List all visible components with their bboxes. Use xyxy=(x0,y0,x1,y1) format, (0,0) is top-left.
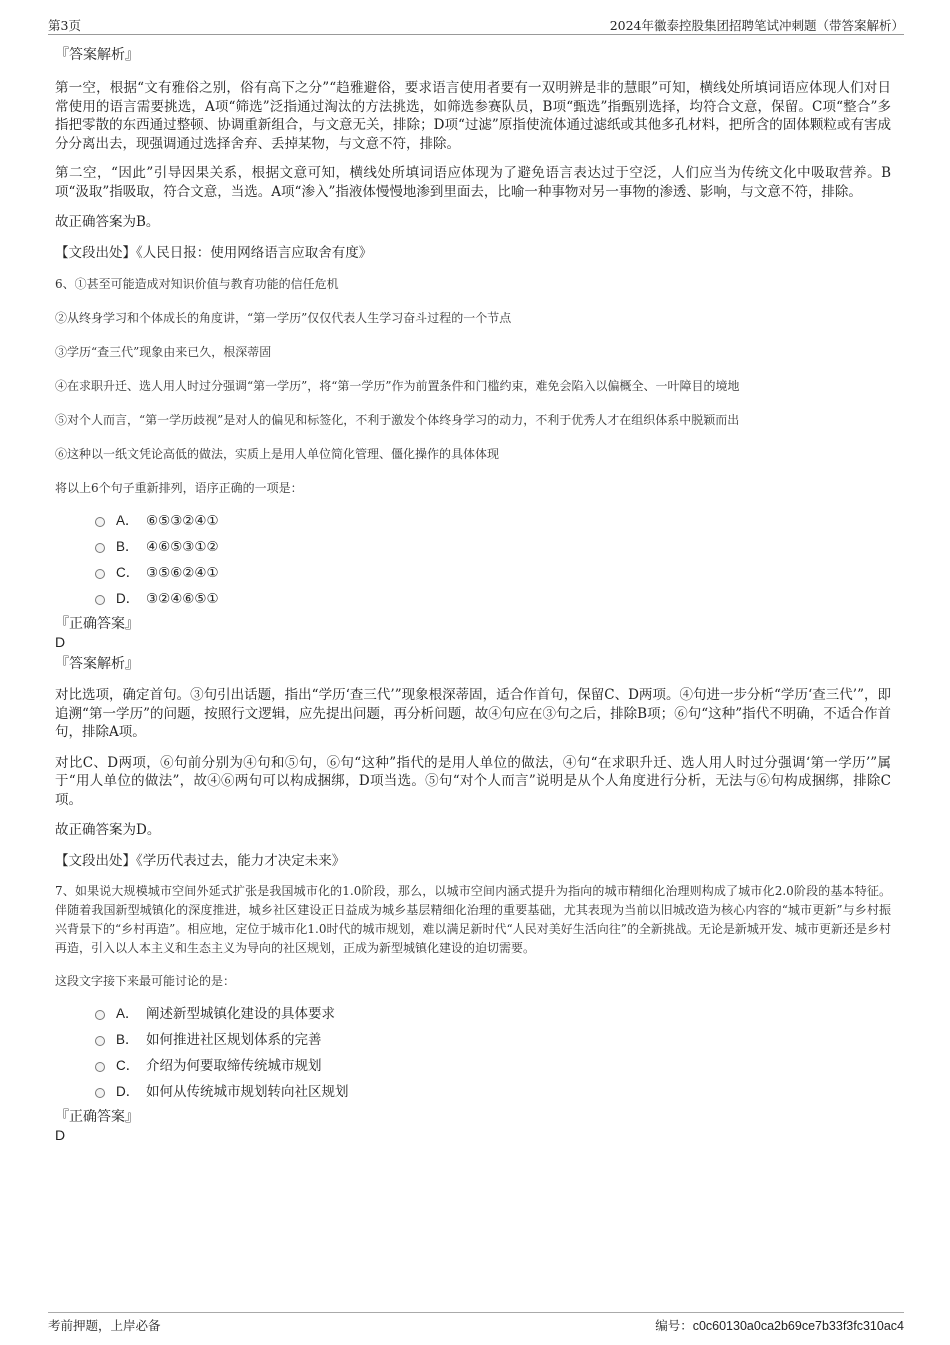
q5-analysis-label: 『答案解析』 xyxy=(55,47,139,63)
radio-button[interactable] xyxy=(95,569,105,579)
q7-passage: 7、如果说大规模城市空间外延式扩张是我国城市化的1.0阶段，那么，以城市空间内涵式提升为指向的城市精细化治理则构成了城市化2.0阶段的基本特征。伴随着我国新型城镇化的深度推进，城乡社区建设正日益成为城乡基层精细化治理的重要基础，尤其表现为当前以旧城改造为核心内容的“城市更新”与乡村振兴背景下的“乡村再造”。相应地，定位于城市化1.0时代的城市规划，难以满足新时代“人民对美好生活向往”的全新挑战。无论是新城开发、城市更新还是乡村再造，引入以人本主义和生态主义为导向的社区规划，正成为新型城镇化建设的迫切需要。 xyxy=(55,884,891,955)
q7-answer: D xyxy=(55,1127,66,1143)
q6-answer-label: 『正确答案』 xyxy=(55,616,139,632)
question-7 xyxy=(55,882,891,1143)
q6-sentence-3: ③学历“查三代”现象由来已久，根深蒂固 xyxy=(55,345,272,359)
radio-button[interactable] xyxy=(95,595,105,605)
footer-note: 考前押题，上岸必备 xyxy=(48,1318,161,1333)
document-title: 2024年徽泰控股集团招聘笔试冲刺题（带答案解析） xyxy=(609,18,904,33)
q6-option-a[interactable]: A． ⑥⑤③②④① xyxy=(55,511,891,537)
q6-prompt: 将以上6个句子重新排列，语序正确的一项是： xyxy=(55,481,303,495)
q5-source: 【文段出处】《人民日报：使用网络语言应取舍有度》 xyxy=(55,244,373,261)
page-number: 第3页 xyxy=(48,18,81,33)
q7-option-c[interactable]: C． 介绍为何要取缔传统城市规划 xyxy=(55,1056,891,1082)
q5-analysis-para-2: 第二空，“因此”引导因果关系，根据文意可知，横线处所填词语应体现为了避免语言表达过于空泛，人们应当为传统文化中吸取营养。B项“汲取”指吸取，符合文意，当选。A项“渗入”指液体慢慢地渗到里面去，比喻一种事物对另一事物的渗透、影响，与文意不符，排除。 xyxy=(55,165,891,200)
radio-button[interactable] xyxy=(95,1062,105,1072)
q6-analysis-para-2: 对比C、D两项，⑥句前分别为④句和⑤句，⑥句“这种”指代的是用人单位的做法，④句“在求职升迁、选人用人时过分强调‘第一学历’”属于“用人单位的做法”，故④⑥两句可以构成捆绑，D项当选。⑤句“对个人而言”说明是从个人角度进行分析，无法与⑥句构成捆绑，排除C项。 xyxy=(55,754,891,808)
q6-option-c[interactable]: C． ③⑤⑥②④① xyxy=(55,563,891,589)
q6-options xyxy=(55,511,891,615)
code-label: 编号： xyxy=(655,1318,693,1333)
document-code xyxy=(655,1316,904,1334)
q6-source: 【文段出处】《学历代表过去，能力才决定未来》 xyxy=(55,852,346,869)
radio-button[interactable] xyxy=(95,1010,105,1020)
question-6 xyxy=(55,275,891,870)
q7-prompt: 这段文字接下来最可能讨论的是： xyxy=(55,974,236,988)
q6-option-d[interactable]: D． ③②④⑥⑤① xyxy=(55,589,891,615)
q6-sentence-1: 6、①甚至可能造成对知识价值与教育功能的信任危机 xyxy=(55,277,339,291)
q6-sentence-6: ⑥这种以一纸文凭论高低的做法，实质上是用人单位简化管理、僵化操作的具体体现 xyxy=(55,447,500,461)
q6-analysis-para-1: 对比选项，确定首句。③句引出话题，指出“学历‘查三代’”现象根深蒂固，适合作首句，保留C、D两项。④句进一步分析“学历‘查三代’”，即追溯“第一学历”的问题，按照行文逻辑，应先提出问题，再分析问题，故④句应在③句之后，排除B项；⑥句“这种”指代不明确，不适合作首句，排除A项。 xyxy=(55,687,891,740)
q7-answer-label: 『正确答案』 xyxy=(55,1109,139,1125)
q6-sentence-2: ②从终身学习和个体成长的角度讲，“第一学历”仅仅代表人生学习奋斗过程的一个节点 xyxy=(55,311,512,325)
q6-answer: D xyxy=(55,634,66,650)
q6-conclusion: 故正确答案为D。 xyxy=(55,822,161,838)
q5-analysis-para-1: 第一空，根据“文有雅俗之别，俗有高下之分”“趋雅避俗，要求语言使用者要有一双明辨是非的慧眼”可知，横线处所填词语应体现人们对日常使用的语言需要挑选，A项“筛选”泛指通过淘汰的方法挑选，如筛选参赛队员，B项“甄选”指甄别选择，均符合文意，保留。C项“整合”多指把零散的东西通过整顿、协调重新组合，与文意无关，排除；D项“过滤”原指使流体通过滤纸或其他多孔材料，把所含的固体颗粒或有害成分分离出去，现强调通过选择舍弃、丢掉某物，与文意不符，排除。 xyxy=(55,80,891,152)
q6-sentence-4: ④在求职升迁、选人用人时过分强调“第一学历”，将“第一学历”作为前置条件和门槛约束，难免会陷入以偏概全、一叶障目的境地 xyxy=(55,379,740,393)
radio-button[interactable] xyxy=(95,543,105,553)
code-value: c0c60130a0ca2b69ce7b33f3fc310ac4 xyxy=(692,1319,904,1333)
page-header xyxy=(48,16,904,35)
q7-option-b[interactable]: B． 如何推进社区规划体系的完善 xyxy=(55,1030,891,1056)
radio-button[interactable] xyxy=(95,517,105,527)
q6-sentence-5: ⑤对个人而言，“第一学历歧视”是对人的偏见和标签化，不利于激发个体终身学习的动力，不利于优秀人才在组织体系中脱颖而出 xyxy=(55,413,740,427)
q7-options xyxy=(55,1004,891,1108)
q5-conclusion: 故正确答案为B。 xyxy=(55,214,160,230)
radio-button[interactable] xyxy=(95,1088,105,1098)
q6-option-b[interactable]: B． ④⑥⑤③①② xyxy=(55,537,891,563)
q7-option-d[interactable]: D． 如何从传统城市规划转向社区规划 xyxy=(55,1082,891,1108)
q7-option-a[interactable]: A． 阐述新型城镇化建设的具体要求 xyxy=(55,1004,891,1030)
page-content xyxy=(55,46,891,1143)
q6-analysis-label: 『答案解析』 xyxy=(55,656,139,672)
radio-button[interactable] xyxy=(95,1036,105,1046)
page-footer xyxy=(48,1312,904,1333)
